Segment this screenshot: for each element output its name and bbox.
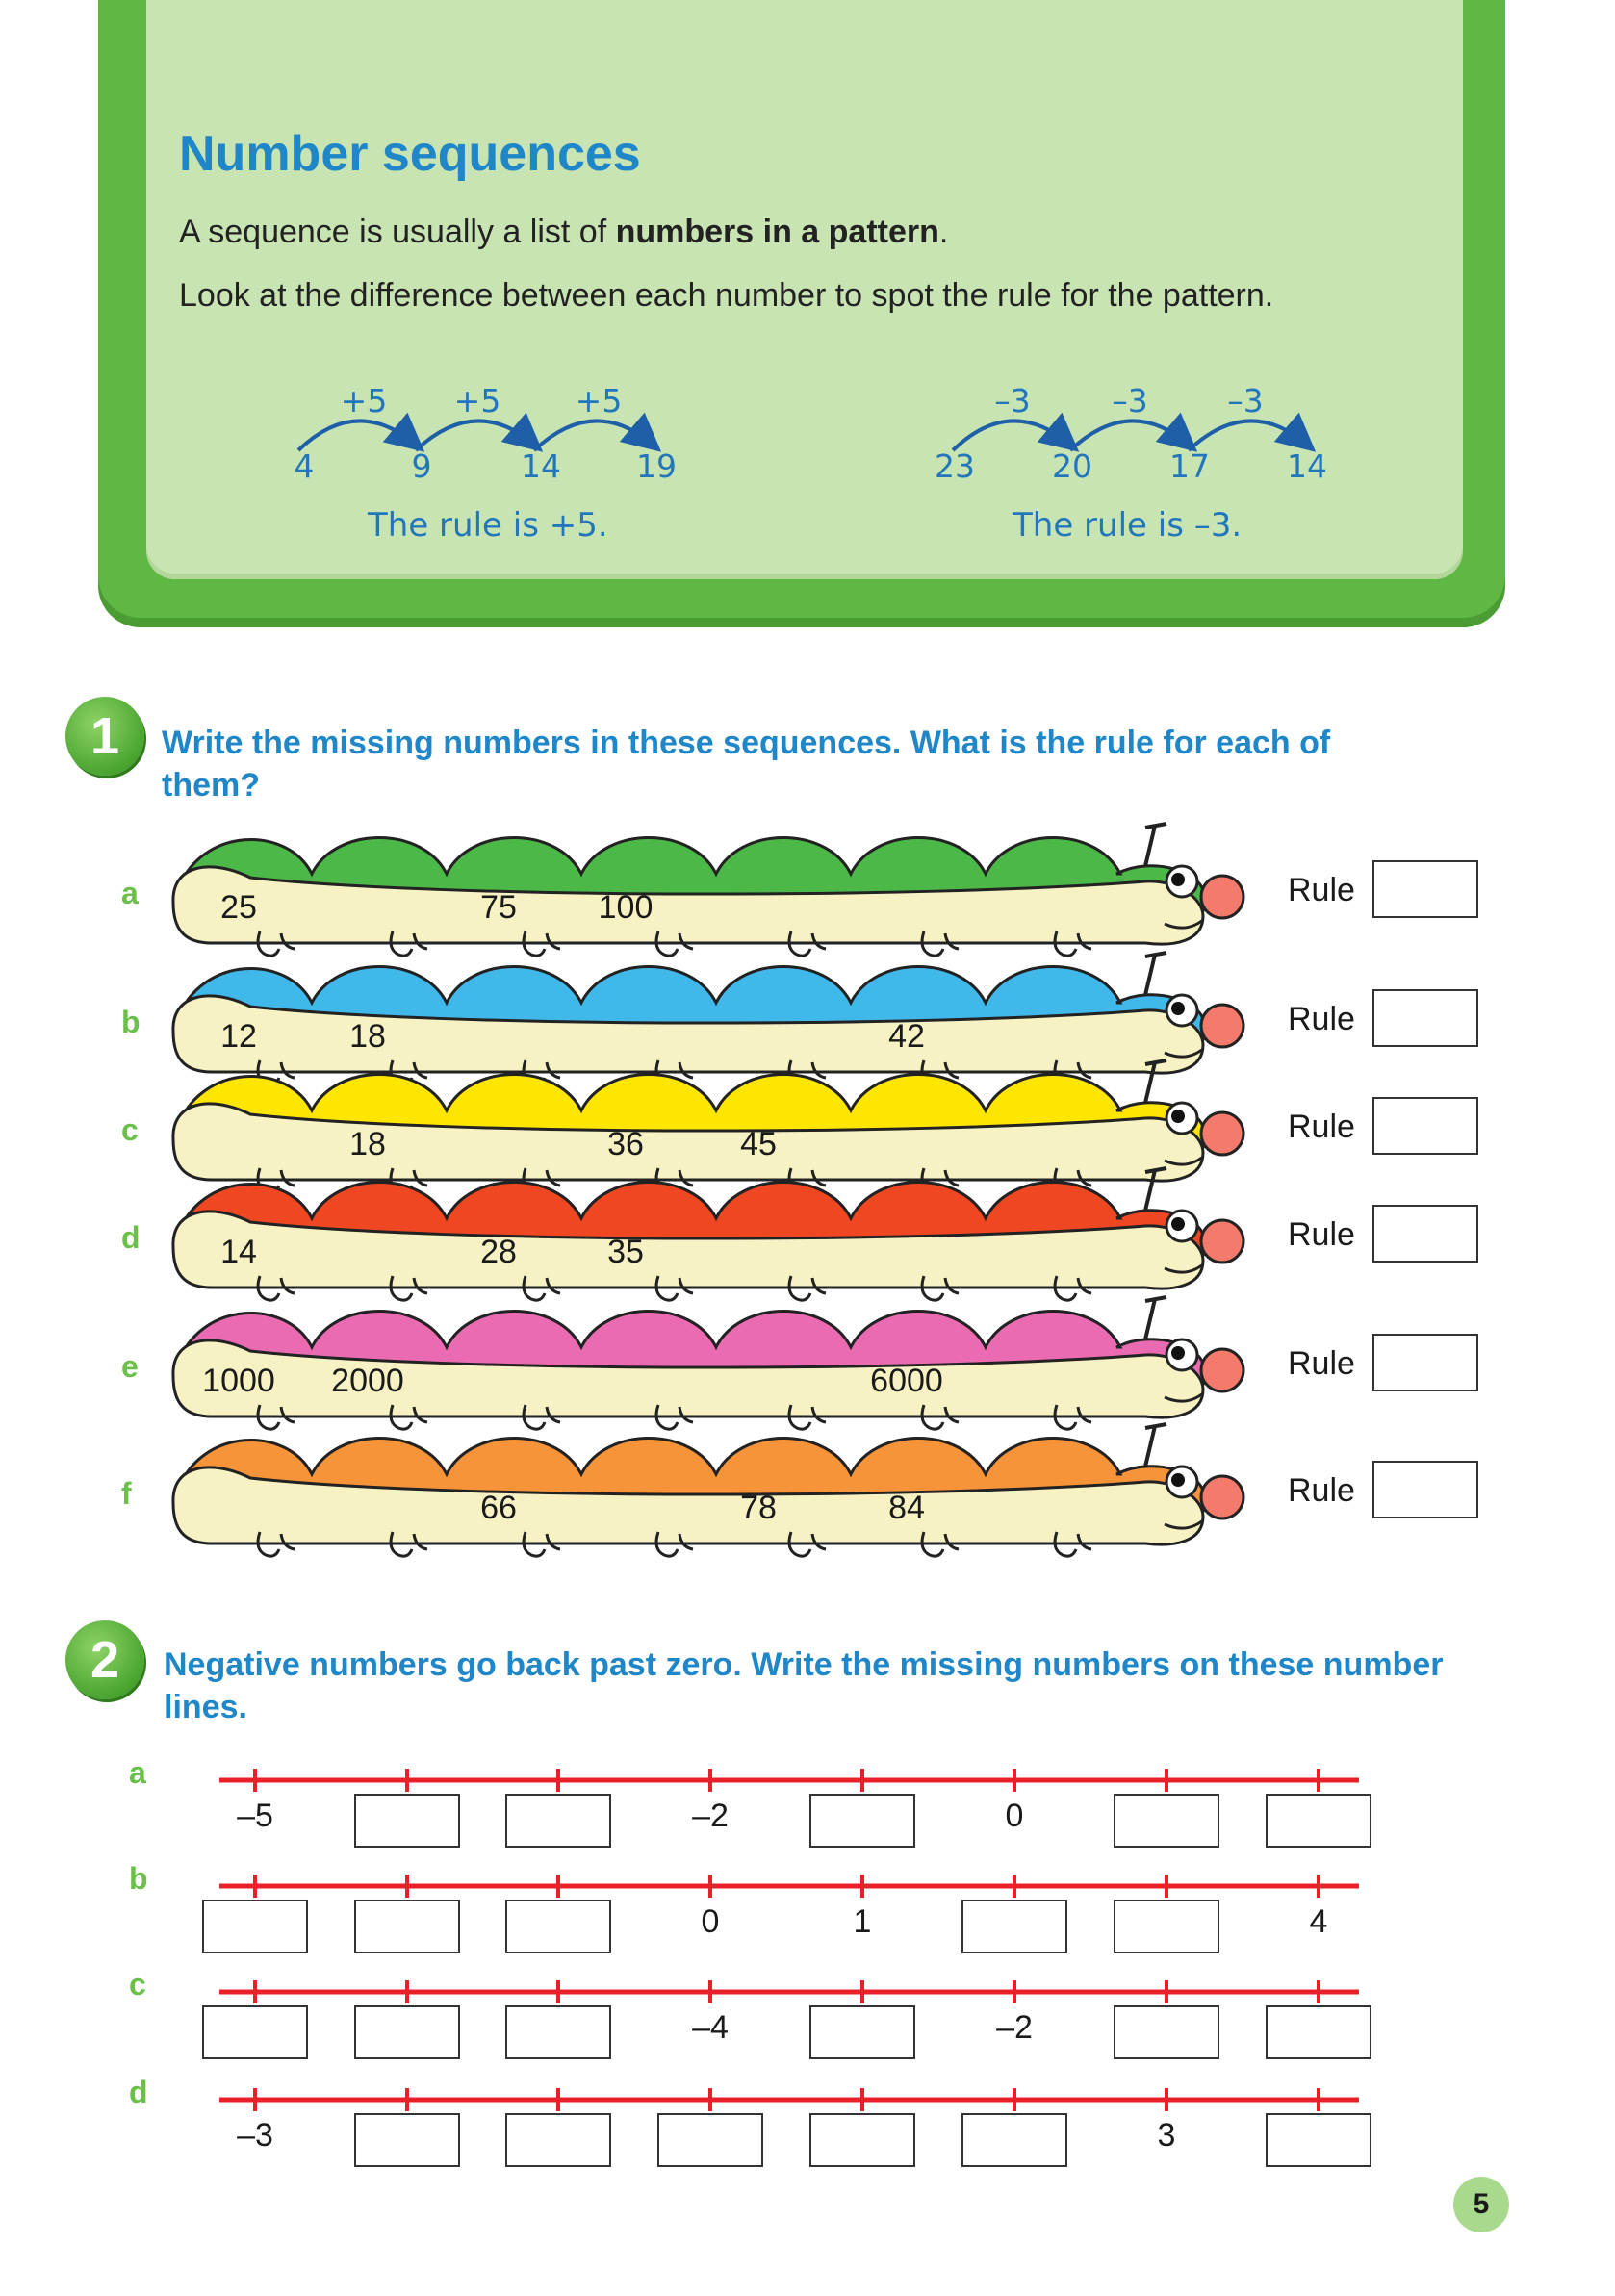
number-label: 3 bbox=[1157, 2117, 1176, 2154]
rule-answer-box[interactable] bbox=[1372, 989, 1478, 1047]
missing-number-box[interactable] bbox=[1266, 1794, 1371, 1848]
missing-number-box[interactable] bbox=[505, 1900, 611, 1953]
row-letter: e bbox=[121, 1349, 139, 1384]
sequence-number: 14 bbox=[1287, 447, 1327, 485]
sequence-number: 23 bbox=[935, 447, 975, 485]
step-label: –3 bbox=[994, 382, 1031, 420]
pupil bbox=[1171, 1346, 1185, 1360]
page-number: 5 bbox=[1453, 2177, 1509, 2232]
rule-answer-box[interactable] bbox=[1372, 1461, 1478, 1518]
row-letter: c bbox=[121, 1112, 139, 1147]
question-2-text: Negative numbers go back past zero. Write the missing numbers on these number lines. bbox=[164, 1646, 1444, 1725]
example-a-diagram bbox=[295, 382, 678, 485]
missing-number-box[interactable] bbox=[505, 2113, 611, 2167]
example-sequences bbox=[0, 0, 1615, 577]
number-label: 1 bbox=[853, 1903, 872, 1940]
sequence-number: 14 bbox=[220, 1234, 257, 1270]
nose bbox=[1201, 1220, 1243, 1263]
sequence-number: 17 bbox=[1169, 447, 1210, 485]
step-label: +5 bbox=[575, 382, 623, 420]
number-line bbox=[0, 1977, 1615, 2007]
example-b-diagram bbox=[935, 382, 1327, 485]
nose bbox=[1201, 1349, 1243, 1391]
missing-number-box[interactable] bbox=[354, 1900, 460, 1953]
missing-number-box[interactable] bbox=[1114, 1900, 1219, 1953]
jump-arrow bbox=[1189, 421, 1307, 450]
missing-number-box[interactable] bbox=[961, 2113, 1067, 2167]
pupil bbox=[1171, 1002, 1185, 1015]
missing-number-box[interactable] bbox=[202, 2005, 308, 2059]
number-line bbox=[0, 1765, 1615, 1796]
rule-answer-box[interactable] bbox=[1372, 860, 1478, 918]
sequence-number: 42 bbox=[888, 1018, 925, 1055]
step-label: –3 bbox=[1112, 382, 1148, 420]
pupil bbox=[1171, 1110, 1185, 1123]
sequence-number: 9 bbox=[411, 447, 432, 485]
sequence-number: 18 bbox=[349, 1126, 386, 1162]
antenna bbox=[1145, 1424, 1166, 1467]
rule-label: Rule bbox=[1288, 872, 1355, 908]
antenna bbox=[1145, 953, 1166, 995]
sequence-number: 45 bbox=[740, 1126, 777, 1162]
number-line bbox=[0, 1871, 1615, 1901]
rule-answer-box[interactable] bbox=[1372, 1334, 1478, 1391]
rule-label: Rule bbox=[1288, 1216, 1355, 1253]
number-label: –3 bbox=[237, 2117, 273, 2154]
row-letter: f bbox=[121, 1476, 132, 1511]
page-title: Number sequences bbox=[179, 126, 641, 182]
sequence-number: 19 bbox=[636, 447, 677, 485]
nose bbox=[1201, 1476, 1243, 1518]
sequence-number: 25 bbox=[220, 889, 257, 926]
missing-number-box[interactable] bbox=[961, 1900, 1067, 1953]
row-letter: d bbox=[121, 1220, 141, 1255]
caterpillar bbox=[154, 1416, 1261, 1570]
missing-number-box[interactable] bbox=[809, 2005, 915, 2059]
step-label: +5 bbox=[340, 382, 388, 420]
sequence-number: 84 bbox=[888, 1490, 925, 1526]
jump-arrow bbox=[1070, 421, 1189, 450]
pupil bbox=[1171, 1217, 1185, 1231]
number-label: –5 bbox=[237, 1798, 273, 1834]
step-label: +5 bbox=[453, 382, 501, 420]
pupil bbox=[1171, 1473, 1185, 1487]
sequence-number: 6000 bbox=[870, 1363, 943, 1399]
rule-label: Rule bbox=[1288, 1109, 1355, 1145]
step-label: –3 bbox=[1227, 382, 1264, 420]
pupil bbox=[1171, 873, 1185, 886]
row-letter: a bbox=[121, 876, 139, 910]
sequence-number: 28 bbox=[480, 1234, 517, 1270]
missing-number-box[interactable] bbox=[354, 2005, 460, 2059]
rule-label: Rule bbox=[1288, 1472, 1355, 1509]
missing-number-box[interactable] bbox=[809, 2113, 915, 2167]
intro-sentence: A sequence is usually a list of numbers in a pattern. bbox=[179, 214, 949, 250]
missing-number-box[interactable] bbox=[1114, 2005, 1219, 2059]
sequence-number: 20 bbox=[1052, 447, 1092, 485]
sequence-number: 12 bbox=[220, 1018, 257, 1055]
rule-label: Rule bbox=[1288, 1345, 1355, 1382]
missing-number-box[interactable] bbox=[202, 1900, 308, 1953]
sequence-number: 36 bbox=[607, 1126, 644, 1162]
missing-number-box[interactable] bbox=[505, 2005, 611, 2059]
question-1-text: Write the missing numbers in these sequences. What is the rule for each of them? bbox=[162, 725, 1331, 804]
jump-arrow bbox=[416, 421, 534, 450]
jump-arrow bbox=[953, 421, 1070, 450]
number-label: 0 bbox=[701, 1903, 720, 1940]
example-a-rule: The rule is +5. bbox=[368, 506, 608, 545]
missing-number-box[interactable] bbox=[354, 2113, 460, 2167]
missing-number-box[interactable] bbox=[1266, 2005, 1371, 2059]
rule-label: Rule bbox=[1288, 1001, 1355, 1037]
number-label: –2 bbox=[692, 1798, 729, 1834]
number-label: 4 bbox=[1309, 1903, 1328, 1940]
nose bbox=[1201, 876, 1243, 918]
sequence-number: 78 bbox=[740, 1490, 777, 1526]
sequence-number: 2000 bbox=[331, 1363, 404, 1399]
missing-number-box[interactable] bbox=[1266, 2113, 1371, 2167]
sequence-number: 35 bbox=[607, 1234, 644, 1270]
antenna bbox=[1145, 1297, 1166, 1339]
jump-arrow bbox=[534, 421, 653, 450]
intro-instruction: Look at the difference between each number to spot the rule for the pattern. bbox=[179, 277, 1274, 314]
question-1-badge: 1 bbox=[65, 697, 144, 776]
rule-answer-box[interactable] bbox=[1372, 1205, 1478, 1263]
sequence-number: 75 bbox=[480, 889, 517, 926]
missing-number-box[interactable] bbox=[354, 1794, 460, 1848]
row-letter: c bbox=[129, 1967, 146, 2002]
nose bbox=[1201, 1005, 1243, 1047]
row-letter: a bbox=[129, 1755, 146, 1790]
missing-number-box[interactable] bbox=[657, 2113, 763, 2167]
row-letter: b bbox=[121, 1005, 141, 1039]
antenna bbox=[1145, 1168, 1166, 1211]
sequence-number: 14 bbox=[521, 447, 561, 485]
number-label: 0 bbox=[1005, 1798, 1024, 1834]
number-label: –4 bbox=[692, 2009, 729, 2046]
antenna bbox=[1145, 824, 1166, 866]
jump-arrow bbox=[298, 421, 416, 450]
question-2-badge: 2 bbox=[65, 1620, 144, 1699]
sequence-number: 1000 bbox=[202, 1363, 275, 1399]
sequence-number: 100 bbox=[598, 889, 654, 926]
sequence-number: 66 bbox=[480, 1490, 517, 1526]
number-line bbox=[0, 2084, 1615, 2115]
sequence-number: 18 bbox=[349, 1018, 386, 1055]
example-b-rule: The rule is –3. bbox=[1013, 506, 1243, 545]
nose bbox=[1201, 1112, 1243, 1155]
number-label: –2 bbox=[996, 2009, 1033, 2046]
row-letter: d bbox=[129, 2075, 148, 2109]
antenna bbox=[1145, 1060, 1166, 1103]
sequence-number: 4 bbox=[294, 447, 315, 485]
missing-number-box[interactable] bbox=[809, 1794, 915, 1848]
rule-answer-box[interactable] bbox=[1372, 1097, 1478, 1155]
missing-number-box[interactable] bbox=[505, 1794, 611, 1848]
missing-number-box[interactable] bbox=[1114, 1794, 1219, 1848]
row-letter: b bbox=[129, 1861, 148, 1896]
